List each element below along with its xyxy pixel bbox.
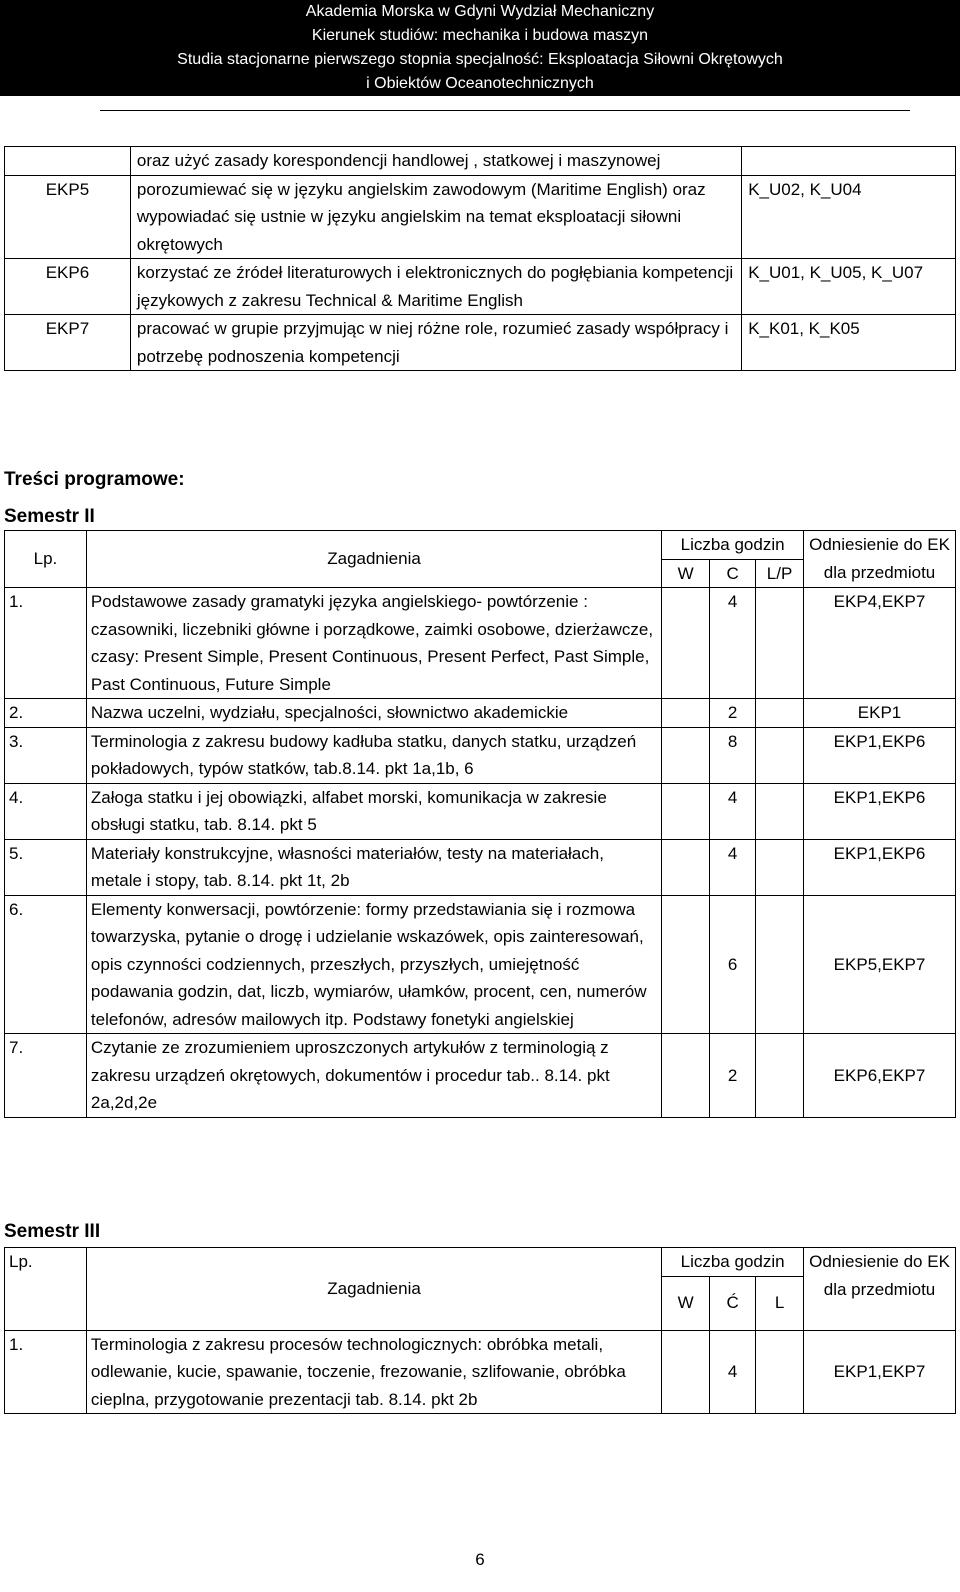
w-header: W — [662, 559, 710, 588]
row-l — [756, 783, 804, 839]
row-ref: EKP4,EKP7 — [804, 588, 956, 699]
row-topic: Terminologia z zakresu procesów technologicznych: obróbka metali, odlewanie, kucie, spawanie, toczenie, frezowanie, szlifowanie, obróbka cieplna, przygotowanie prezentacji tab. 8.14. pkt 2b — [86, 1330, 661, 1414]
header-line-2: Kierunek studiów: mechanika i budowa maszyn — [311, 27, 649, 44]
header-banner — [0, 0, 960, 96]
table-header-row — [5, 531, 956, 560]
row-c: 4 — [710, 783, 756, 839]
table-row — [5, 839, 956, 895]
semester-3-title: Semestr III — [4, 1221, 101, 1242]
semester-2-title: Semestr II — [4, 506, 95, 527]
hours-header: Liczba godzin — [662, 1248, 804, 1277]
table-row — [5, 1034, 956, 1118]
row-w — [662, 783, 710, 839]
l-header: L — [756, 1276, 804, 1330]
w-header: W — [662, 1276, 710, 1330]
reference-header: Odniesienie do EK dla przedmiotu — [804, 1248, 956, 1331]
row-ref: EKP5,EKP7 — [804, 895, 956, 1034]
row-ref: EKP1 — [804, 699, 956, 728]
row-lp: 5. — [5, 839, 87, 895]
row-lp: 1. — [5, 588, 87, 699]
row-topic: Czytanie ze zrozumieniem uproszczonych artykułów z terminologią z zakresu urządzeń okrętowych, dokumentów i procedur tab.. 8.14. pkt 2a,2d,2e — [86, 1034, 661, 1118]
row-c: 2 — [710, 699, 756, 728]
row-topic: Załoga statku i jej obowiązki, alfabet morski, komunikacja w zakresie obsługi statku, tab. 8.14. pkt 5 — [86, 783, 661, 839]
header-divider — [100, 110, 910, 111]
row-lp: 2. — [5, 699, 87, 728]
effect-code: EKP5 — [5, 175, 131, 259]
row-w — [662, 1034, 710, 1118]
row-ref: EKP1,EKP6 — [804, 839, 956, 895]
row-w — [662, 588, 710, 699]
row-w — [662, 699, 710, 728]
row-c: 4 — [710, 588, 756, 699]
row-topic: Materiały konstrukcyjne, własności materiałów, testy na materiałach, metale i stopy, tab. 8.14. pkt 1t, 2b — [86, 839, 661, 895]
header-line-3: Studia stacjonarne pierwszego stopnia specjalność: Eksploatacja Siłowni Okrętowych — [177, 51, 783, 68]
row-c: 2 — [710, 1034, 756, 1118]
table-row — [5, 727, 956, 783]
table-row — [5, 259, 956, 315]
row-c: 8 — [710, 727, 756, 783]
row-c: 6 — [710, 895, 756, 1034]
table-row — [5, 1330, 956, 1414]
lp-header: Lp. — [5, 531, 87, 588]
effect-description: porozumiewać się w języku angielskim zawodowym (Maritime English) oraz wypowiadać się ustnie w języku angielskim na temat eksploatacji siłowni okrętowych — [130, 175, 741, 259]
effect-code: EKP7 — [5, 315, 131, 371]
effect-reference — [742, 147, 956, 176]
reference-header: Odniesienie do EK dla przedmiotu — [804, 531, 956, 588]
row-w — [662, 727, 710, 783]
row-lp: 3. — [5, 727, 87, 783]
table-row — [5, 175, 956, 259]
hours-header: Liczba godzin — [662, 531, 804, 560]
row-topic: Nazwa uczelni, wydziału, specjalności, słownictwo akademickie — [86, 699, 661, 728]
row-l — [756, 1034, 804, 1118]
table-row — [5, 147, 956, 176]
row-w — [662, 839, 710, 895]
row-l — [756, 699, 804, 728]
page-header — [0, 0, 960, 96]
row-topic: Podstawowe zasady gramatyki języka angielskiego- powtórzenie : czasowniki, liczebniki główne i porządkowe, zaimki osobowe, dzierżawcze, czasy: Present Simple, Present Continuous, Present Perfect, Past Simple, Past Continuous, Future Simple — [86, 588, 661, 699]
row-lp: 6. — [5, 895, 87, 1034]
row-ref: EKP1,EKP6 — [804, 727, 956, 783]
topic-header: Zagadnienia — [86, 531, 661, 588]
effect-description: oraz użyć zasady korespondencji handlowej , statkowej i maszynowej — [130, 147, 741, 176]
semester-2-table — [4, 530, 956, 1118]
semester-3-table — [4, 1247, 956, 1414]
row-l — [756, 1330, 804, 1414]
row-ref: EKP1,EKP7 — [804, 1330, 956, 1414]
row-ref: EKP1,EKP6 — [804, 783, 956, 839]
row-topic: Elementy konwersacji, powtórzenie: formy przedstawiania się i rozmowa towarzyska, pytanie o drogę i udzielanie wskazówek, opis zainteresowań, opis czynności codziennych, przeszłych, przyszłych, umiejętność podawania godzin, dat, liczb, wymiarów, ułamków, procent, cen, numerów telefonów, adresów mailowych itp. Podstawy fonetyki angielskiej — [86, 895, 661, 1034]
c-header: C — [710, 559, 756, 588]
row-l — [756, 839, 804, 895]
header-line-4: i Obiektów Oceanotechnicznych — [366, 75, 594, 92]
row-lp: 4. — [5, 783, 87, 839]
table-row — [5, 588, 956, 699]
row-l — [756, 895, 804, 1034]
table-row — [5, 895, 956, 1034]
topic-header: Zagadnienia — [86, 1248, 661, 1331]
effect-description: korzystać ze źródeł literaturowych i elektronicznych do pogłębiania kompetencji językowych z zakresu Technical & Maritime English — [130, 259, 741, 315]
table-row — [5, 783, 956, 839]
row-w — [662, 1330, 710, 1414]
row-l — [756, 588, 804, 699]
effect-description: pracować w grupie przyjmując w niej różne role, rozumieć zasady współpracy i potrzebę podnoszenia kompetencji — [130, 315, 741, 371]
row-l — [756, 727, 804, 783]
effect-reference: K_U01, K_U05, K_U07 — [742, 259, 956, 315]
lp-header: Lp. — [5, 1248, 87, 1331]
header-line-1: Akademia Morska w Gdyni Wydział Mechaniczny — [305, 3, 655, 20]
effect-code: EKP6 — [5, 259, 131, 315]
row-c: 4 — [710, 839, 756, 895]
c-header: Ć — [710, 1276, 756, 1330]
row-lp: 1. — [5, 1330, 87, 1414]
row-topic: Terminologia z zakresu budowy kadłuba statku, danych statku, urządzeń pokładowych, typów statków, tab.8.14. pkt 1a,1b, 6 — [86, 727, 661, 783]
row-ref: EKP6,EKP7 — [804, 1034, 956, 1118]
row-lp: 7. — [5, 1034, 87, 1118]
effect-reference: K_U02, K_U04 — [742, 175, 956, 259]
program-content-title: Treści programowe: — [4, 469, 185, 490]
table-row — [5, 699, 956, 728]
row-c: 4 — [710, 1330, 756, 1414]
effect-reference: K_K01, K_K05 — [742, 315, 956, 371]
row-w — [662, 895, 710, 1034]
lp-col-header: L/P — [756, 559, 804, 588]
effect-code — [5, 147, 131, 176]
table-header-row — [5, 1248, 956, 1277]
learning-effects-table — [4, 146, 956, 371]
page-number: 6 — [475, 1550, 485, 1569]
table-row — [5, 315, 956, 371]
